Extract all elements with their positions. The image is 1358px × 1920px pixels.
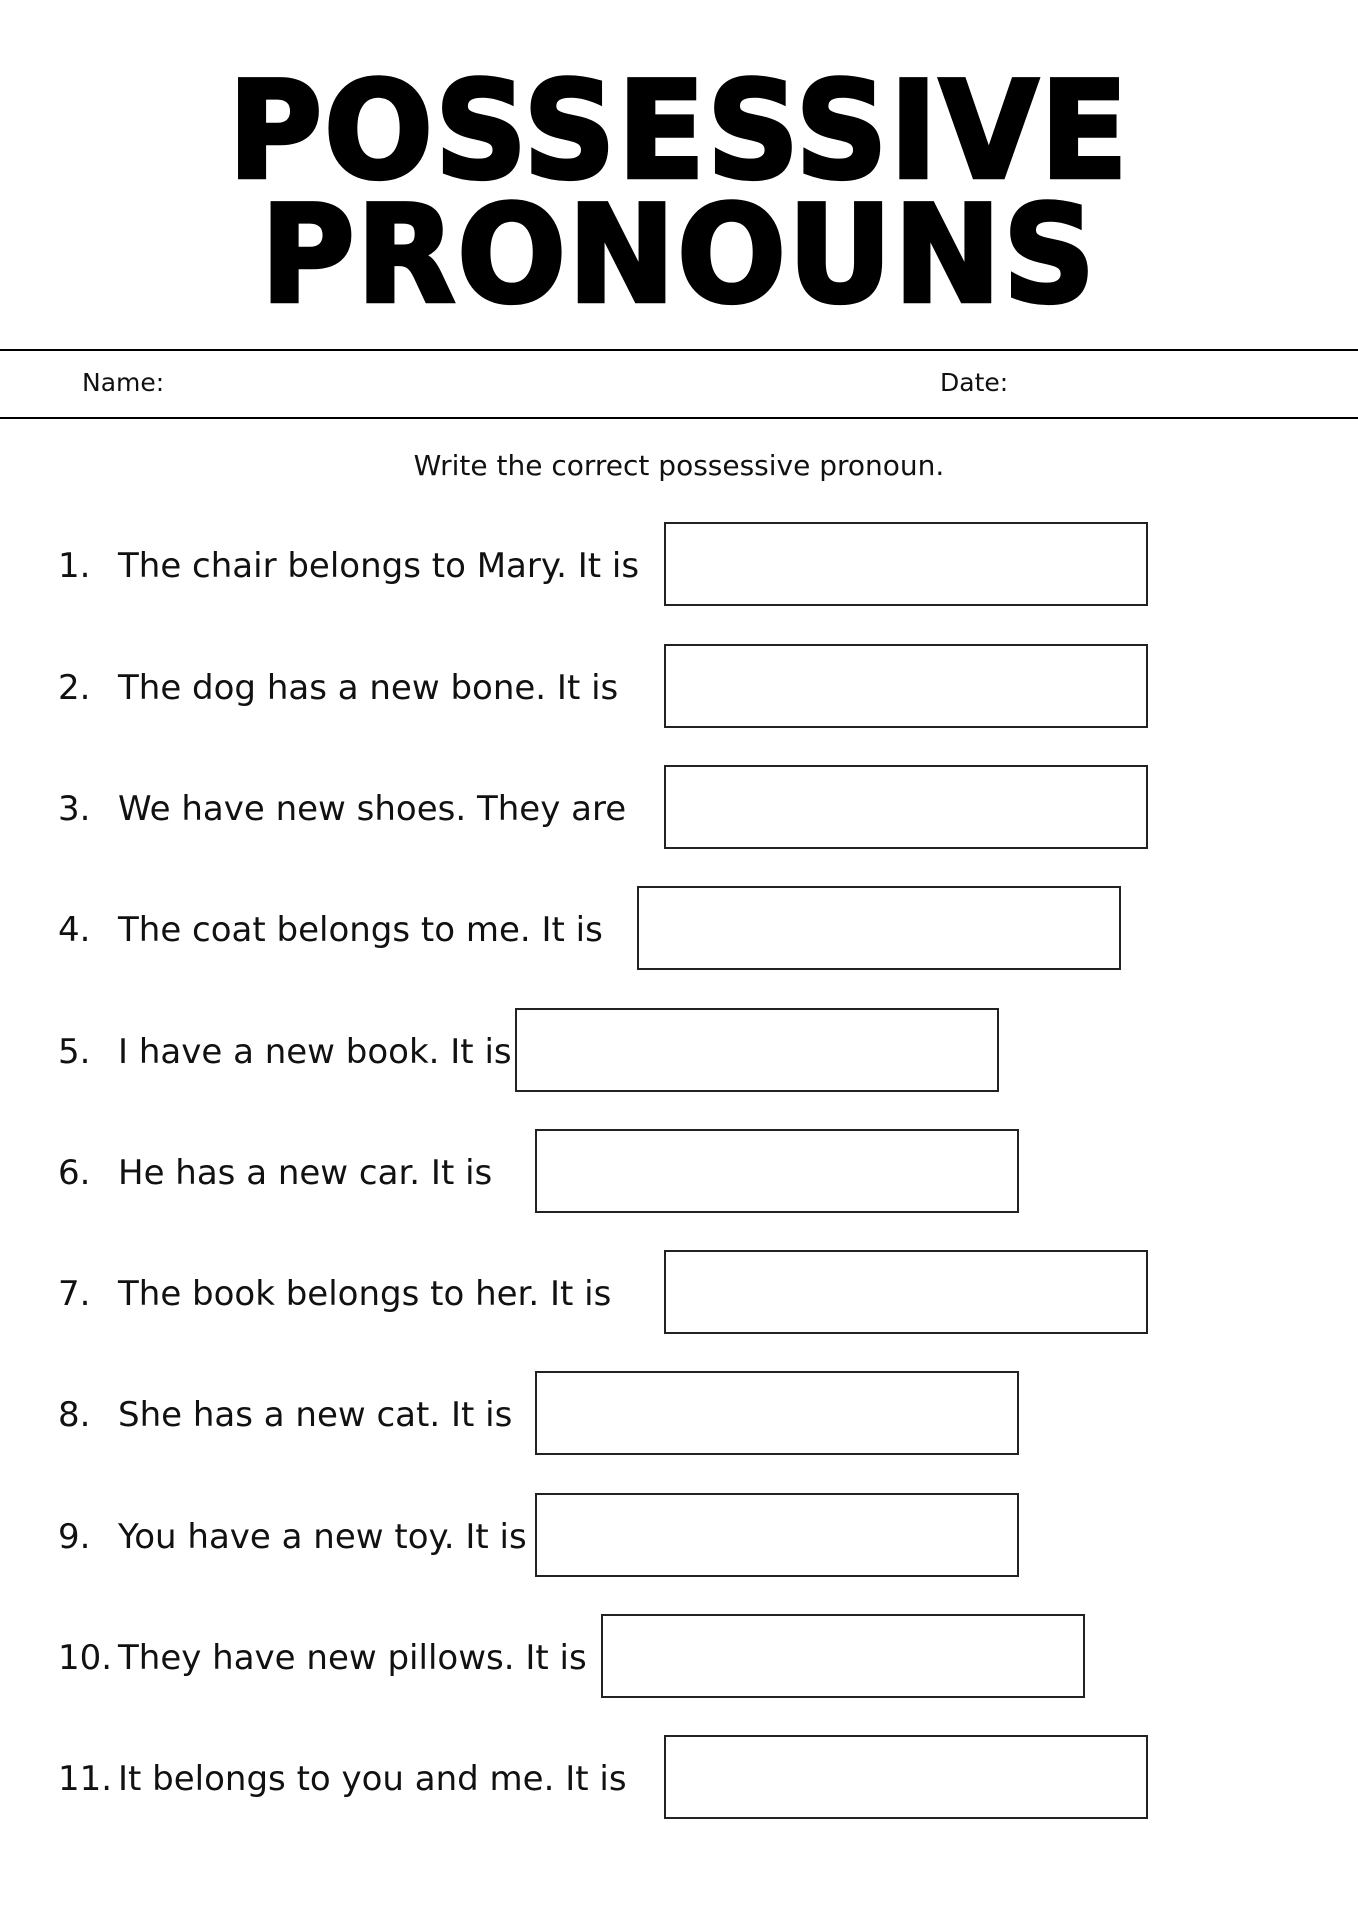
header-divider-top: [0, 349, 1358, 351]
question-text: He has a new car. It is: [118, 1153, 493, 1193]
question-item: [0, 1493, 1358, 1577]
answer-box[interactable]: [664, 765, 1148, 849]
question-text: The book belongs to her. It is: [118, 1274, 612, 1314]
question-item: [0, 1129, 1358, 1213]
question-number: 11.: [58, 1759, 113, 1799]
question-number: 2.: [58, 668, 91, 708]
answer-box[interactable]: [601, 1614, 1085, 1698]
question-item: [0, 1371, 1358, 1455]
question-text: The dog has a new bone. It is: [118, 668, 619, 708]
question-number: 8.: [58, 1395, 91, 1435]
question-item: [0, 886, 1358, 970]
question-number: 1.: [58, 546, 91, 586]
answer-box[interactable]: [515, 1008, 999, 1092]
question-text: You have a new toy. It is: [118, 1517, 527, 1557]
question-item: [0, 1250, 1358, 1334]
question-item: [0, 522, 1358, 606]
question-item: [0, 1735, 1358, 1819]
page-title-line-1: POSSESSIVE: [228, 53, 1130, 210]
answer-box[interactable]: [637, 886, 1121, 970]
question-text: They have new pillows. It is: [118, 1638, 587, 1678]
header-divider-bottom: [0, 417, 1358, 419]
question-text: I have a new book. It is: [118, 1032, 512, 1072]
question-item: [0, 765, 1358, 849]
page-title-line-2: PRONOUNS: [260, 177, 1098, 334]
question-number: 7.: [58, 1274, 91, 1314]
answer-box[interactable]: [664, 1250, 1148, 1334]
question-number: 9.: [58, 1517, 91, 1557]
question-number: 6.: [58, 1153, 91, 1193]
name-label: Name:: [82, 368, 165, 397]
question-text: The coat belongs to me. It is: [118, 910, 603, 950]
answer-box[interactable]: [664, 522, 1148, 606]
question-number: 3.: [58, 789, 91, 829]
answer-box[interactable]: [535, 1493, 1019, 1577]
answer-box[interactable]: [664, 1735, 1148, 1819]
question-item: [0, 644, 1358, 728]
answer-box[interactable]: [535, 1371, 1019, 1455]
question-number: 5.: [58, 1032, 91, 1072]
question-text: It belongs to you and me. It is: [118, 1759, 627, 1799]
question-item: [0, 1008, 1358, 1092]
answer-box[interactable]: [664, 644, 1148, 728]
question-text: She has a new cat. It is: [118, 1395, 513, 1435]
question-text: We have new shoes. They are: [118, 789, 627, 829]
answer-box[interactable]: [535, 1129, 1019, 1213]
instruction-text: Write the correct possessive pronoun.: [413, 449, 945, 482]
question-number: 10.: [58, 1638, 113, 1678]
question-item: [0, 1614, 1358, 1698]
question-number: 4.: [58, 910, 91, 950]
question-text: The chair belongs to Mary. It is: [118, 546, 640, 586]
date-label: Date:: [940, 368, 1009, 397]
